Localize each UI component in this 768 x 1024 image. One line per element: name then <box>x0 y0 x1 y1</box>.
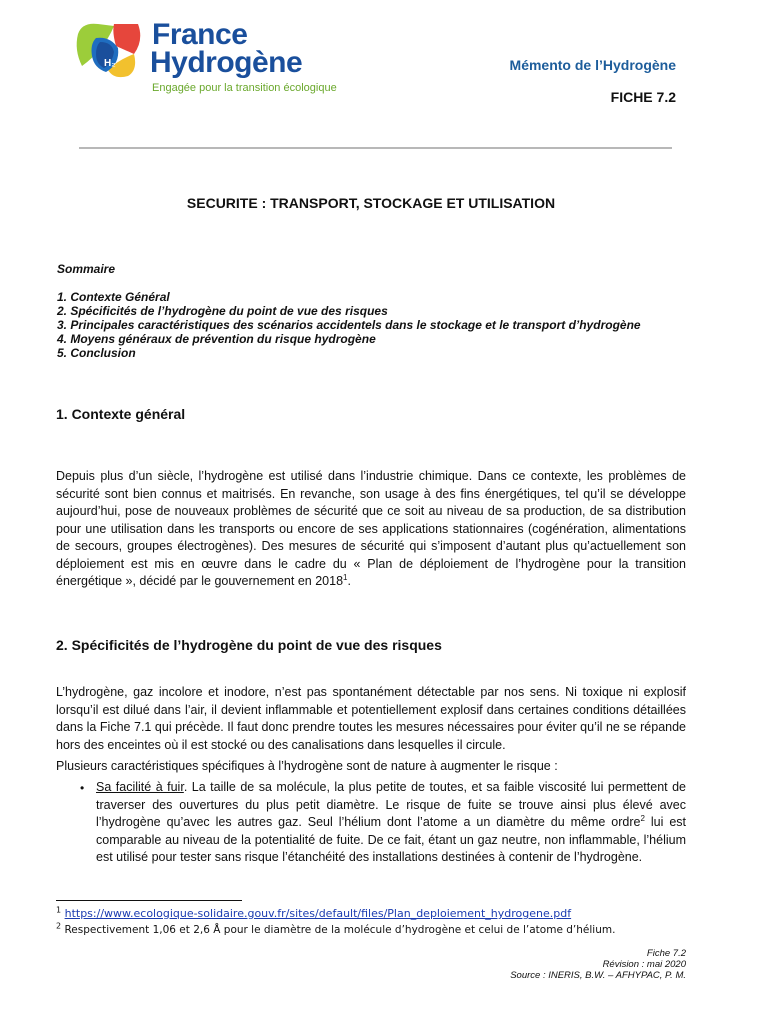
sommaire-list <box>57 290 641 360</box>
sommaire-item: 2. Spécificités de l’hydrogène du point de vue des risques <box>57 304 388 318</box>
sommaire-item: 1. Contexte Général <box>57 290 170 304</box>
section-2-paragraph-2: Plusieurs caractéristiques spécifiques à l’hydrogène sont de nature à augmenter le risque : <box>56 759 558 773</box>
footnote-ref-1[interactable]: 1 <box>343 572 348 582</box>
logo <box>74 20 148 80</box>
bullet-lead: Sa facilité à fuir <box>96 780 184 794</box>
fiche-number: FICHE 7.2 <box>610 89 676 105</box>
footnote-1 <box>56 907 571 921</box>
sommaire-item: 3. Principales caractéristiques des scénarios accidentels dans le stockage et le transport d’hydrogène <box>57 318 641 332</box>
logo-mark-label: H₂ <box>104 58 116 69</box>
header-divider <box>79 147 672 149</box>
footnote-2-text: Respectivement 1,06 et 2,6 Å pour le diamètre de la molécule d’hydrogène et celui de l’atome d’hélium. <box>64 924 616 936</box>
bullet-text-a: . La taille de sa molécule, la plus petite de toutes, et sa faible viscosité lui permettent de traverser des ouvertures du plus petit diamètre. Le risque de fuite se trouve ainsi plus élevé avec l’hydrogène qu’avec les autres gaz. Seul l’hélium dont l’atome a un diamètre du même ordre <box>96 780 687 829</box>
section-2-heading: 2. Spécificités de l’hydrogène du point de vue des risques <box>56 637 442 653</box>
logo-wordmark-france: France <box>152 18 248 51</box>
footer-revision: Révision : mai 2020 <box>602 959 686 970</box>
bullet-text-b: lui est comparable au niveau de la potentialité de fuite. De ce fait, étant un gaz neutre, non inflammable, l’hélium est utilisé pour tester sans risque l’étanchéité des installations destinées à contenir de l’hydrogène. <box>96 815 686 864</box>
section-1-end: . <box>347 574 351 588</box>
logo-wordmark-hydrogene: Hydrogène <box>150 46 303 79</box>
footnote-divider <box>56 900 242 901</box>
footnote-2-number: 2 <box>56 921 62 931</box>
sommaire-item: 5. Conclusion <box>57 346 136 360</box>
page-title: SECURITE : TRANSPORT, STOCKAGE ET UTILISATION <box>186 195 556 211</box>
logo-mark-icon <box>74 20 148 80</box>
memento-label: Mémento de l’Hydrogène <box>509 57 676 73</box>
section-1-heading: 1. Contexte général <box>56 406 186 422</box>
footnote-2 <box>56 923 615 937</box>
section-1-paragraph <box>56 468 686 591</box>
footnote-ref-2[interactable]: 2 <box>640 813 645 823</box>
sommaire-heading: Sommaire <box>57 262 116 276</box>
footer-fiche: Fiche 7.2 <box>646 948 686 959</box>
section-2-paragraph-1: L’hydrogène, gaz incolore et inodore, n’est pas spontanément détectable par nos sens. Ni toxique ni explosif lorsqu’il est dilué dans l’air, il devient inflammable et potentiellement explosif dans certaines conditions détaillées dans la Fiche 7.1 qui précède. Il faut donc prendre toutes les mesures nécessaires pour éviter qu’il ne se répande hors des enceintes où il est stocké ou des canalisations dans lesquelles il circule. <box>56 685 686 752</box>
logo-tagline: Engagée pour la transition écologique <box>152 82 337 94</box>
footnote-1-number: 1 <box>56 905 62 915</box>
sommaire-item: 4. Moyens généraux de prévention du risque hydrogène <box>57 332 376 346</box>
footer-block <box>510 948 686 981</box>
bullet-marker: • <box>80 781 85 795</box>
footnote-1-link[interactable]: https://www.ecologique-solidaire.gouv.fr/sites/default/files/Plan_deploiement_hydrogene.pdf <box>64 907 572 920</box>
section-1-text: Depuis plus d’un siècle, l’hydrogène est utilisé dans l’industrie chimique. Dans ce contexte, les problèmes de sécurité sont bien connus et maitrisés. En revanche, son usage à des fins énergétiques, tel qu’il se développe aujourd’hui, pose de nouveaux problèmes de sécurité que ce soit au niveau de sa production, de sa distribution pour une utilisation dans les transports ou encore de ses applications stationnaires (cogénération, alimentations de secours, groupes électrogènes). Des mesures de sécurité qui s’imposent d’autant plus qu’actuellement son déploiement est mis en œuvre dans le cadre du « Plan de déploiement de l’hydrogène pour la transition énergétique », décidé par le gouvernement en 2018 <box>56 469 686 588</box>
footer-source: Source : INERIS, B.W. – AFHYPAC, P. M. <box>510 970 686 981</box>
bullet-item <box>96 779 686 867</box>
